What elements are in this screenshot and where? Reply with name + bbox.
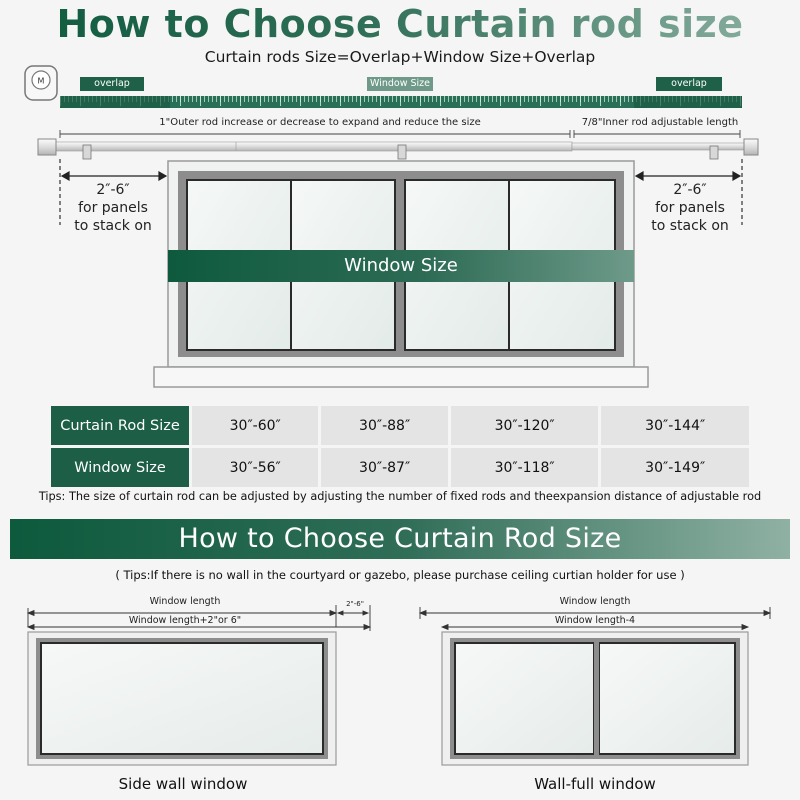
section2-title: How to Choose Curtain Rod Size [10,519,790,559]
wall-full-caption: Wall-full window [534,775,656,793]
wall-full-window-length: Window length [559,596,631,607]
tape-logo-letter: M [37,76,45,86]
window-size-band: Window Size [168,250,634,282]
table-cell: 30″-149″ [601,448,749,487]
side-wall-window-length: Window length [149,596,221,607]
overlap-left-tag: overlap [80,77,144,91]
outer-rod-note: 1"Outer rod increase or decrease to expand and reduce the size [159,117,481,128]
overlap-right-tag: overlap [656,77,722,91]
side-wall-window-drawing [28,632,336,765]
side-wall-extension: 2"-6" [346,600,364,608]
table-cell: 30″-120″ [451,406,599,445]
stack-label-left: 2″-6″ for panels to stack on [74,182,152,234]
section2-tips: ( Tips:If there is no wall in the courtyard or gazebo, please purchase ceiling curtian holder for use ) [115,568,685,582]
table-cell: 30″-87″ [321,448,447,487]
table-cell: 30″-118″ [451,448,599,487]
window-size-tag: Window Size [367,77,433,91]
table-cell: 30″-144″ [601,406,749,445]
table-cell: 30″-56″ [192,448,318,487]
side-wall-caption: Side wall window [118,775,248,793]
formula-text: Curtain rods Size=Overlap+Window Size+Overlap [204,48,596,66]
size-table [48,403,752,490]
row-header-window-size: Window Size [51,448,189,487]
row-header-rod-size: Curtain Rod Size [51,406,189,445]
wall-full-window-drawing [442,632,748,765]
wall-full-rod-length: Window length-4 [554,615,636,626]
table-row [51,448,749,487]
inner-rod-note: 7/8"Inner rod adjustable length [581,117,739,128]
tips-text: Tips: The size of curtain rod can be adjusted by adjusting the number of fixed rods and theexpansion distance of adjustable rod [38,490,762,503]
stack-label-right: 2″-6″ for panels to stack on [651,182,729,234]
side-wall-rod-length: Window length+2"or 6" [128,615,242,626]
table-cell: 30″-88″ [321,406,447,445]
table-row [51,406,749,445]
table-cell: 30″-60″ [192,406,318,445]
page-title: How to Choose Curtain rod size [0,2,800,46]
